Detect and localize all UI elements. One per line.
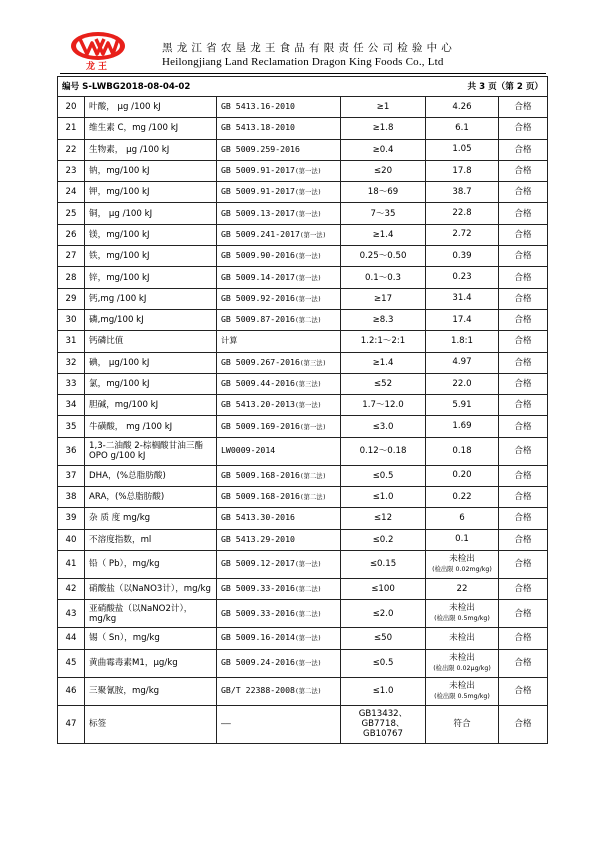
row-number: 46 — [58, 677, 85, 705]
verdict: 合格 — [499, 97, 548, 118]
row-number: 30 — [58, 309, 85, 330]
standard-code: GB 5009.91-2017 — [221, 165, 295, 176]
standard-method: (第三法) — [299, 359, 327, 367]
standard-code: GB 5413.30-2016 — [221, 512, 295, 523]
test-standard — [217, 649, 341, 677]
result-value: 未检出 — [449, 652, 475, 663]
table-row — [58, 437, 548, 465]
test-result — [426, 416, 499, 437]
table-row — [58, 395, 548, 416]
standard-code: GB 5009.92-2016 — [221, 292, 295, 303]
standard-code: GB 5413.20-2013 — [221, 399, 295, 410]
verdict: 合格 — [499, 705, 548, 743]
result-value: 4.97 — [452, 357, 472, 368]
standard-method: (第一法) — [294, 561, 322, 569]
result-value: 0.39 — [452, 250, 472, 261]
result-value: 未检出 — [449, 553, 475, 564]
test-result — [426, 508, 499, 529]
result-value: 2.72 — [452, 229, 472, 240]
table-row — [58, 203, 548, 224]
standard-code: GB 5009.241-2017 — [221, 228, 300, 239]
test-standard — [217, 118, 341, 139]
standard-code: —— — [221, 718, 231, 729]
standard-method: (第一法) — [294, 295, 322, 303]
verdict: 合格 — [499, 267, 548, 288]
table-row — [58, 160, 548, 181]
requirement: 0.12～0.18 — [341, 437, 426, 465]
standard-method: (第二法) — [299, 472, 327, 480]
verdict: 合格 — [499, 628, 548, 649]
test-item: 钠，mg/100 kJ — [85, 160, 217, 181]
test-result — [426, 529, 499, 550]
result-value: 22 — [456, 583, 468, 594]
verdict: 合格 — [499, 182, 548, 203]
result-value: 0.1 — [455, 534, 469, 545]
standard-method: (第一法) — [294, 253, 322, 261]
requirement: 18～69 — [341, 182, 426, 203]
test-standard — [217, 139, 341, 160]
result-value: 1.69 — [452, 421, 472, 432]
row-number: 21 — [58, 118, 85, 139]
verdict: 合格 — [499, 331, 548, 352]
requirement: 7～35 — [341, 203, 426, 224]
standard-code: GB 5009.91-2017 — [221, 186, 295, 197]
test-standard — [217, 309, 341, 330]
test-item: 胆碱，mg/100 kJ — [85, 395, 217, 416]
requirement: ≤100 — [341, 578, 426, 599]
company-logo — [66, 30, 130, 70]
standard-code: GB 5009.33-2016 — [221, 607, 295, 618]
test-standard — [217, 224, 341, 245]
result-value: 4.26 — [452, 101, 472, 112]
result-value: 5.91 — [452, 399, 472, 410]
test-standard — [217, 352, 341, 373]
test-result — [426, 182, 499, 203]
requirement: ≤0.5 — [341, 649, 426, 677]
standard-code: GB 5009.44-2016 — [221, 378, 295, 388]
test-result — [426, 705, 499, 743]
standard-method: (第一法) — [299, 423, 327, 431]
standard-code: GB 5413.16-2010 — [221, 101, 295, 112]
result-value: 0.20 — [452, 470, 472, 481]
table-row — [58, 267, 548, 288]
standard-code: 计算 — [221, 335, 238, 346]
requirement: ≤1.0 — [341, 487, 426, 508]
row-number: 26 — [58, 224, 85, 245]
table-row — [58, 487, 548, 508]
table-row — [58, 465, 548, 486]
standard-code: GB 5009.168-2016 — [221, 491, 300, 502]
verdict: 合格 — [499, 649, 548, 677]
result-value: 22.0 — [452, 378, 472, 389]
test-item: 磷,mg/100 kJ — [85, 309, 217, 330]
test-result — [426, 224, 499, 245]
test-result — [426, 628, 499, 649]
test-result — [426, 288, 499, 309]
test-result — [426, 437, 499, 465]
row-number: 45 — [58, 649, 85, 677]
test-item: 亚硝酸盐（以NaNO2计），mg/kg — [85, 600, 217, 628]
requirement: 0.1～0.3 — [341, 267, 426, 288]
row-number: 36 — [58, 437, 85, 465]
result-value: 31.4 — [452, 293, 472, 304]
result-value: 1.05 — [452, 144, 472, 155]
row-number: 32 — [58, 352, 85, 373]
test-standard — [217, 395, 341, 416]
table-row — [58, 352, 548, 373]
row-number: 38 — [58, 487, 85, 508]
standard-code: LW0009-2014 — [221, 445, 276, 456]
verdict: 合格 — [499, 529, 548, 550]
test-standard — [217, 97, 341, 118]
result-value: 38.7 — [452, 186, 472, 197]
table-row — [58, 118, 548, 139]
requirement: GB13432、GB7718、GB10767 — [341, 705, 426, 743]
table-row — [58, 705, 548, 743]
test-result — [426, 160, 499, 181]
header-rule — [60, 73, 546, 74]
table-row — [58, 373, 548, 394]
row-number: 40 — [58, 529, 85, 550]
requirement: ≥1.4 — [341, 224, 426, 245]
test-item: 硝酸盐（以NaNO3计），mg/kg — [85, 578, 217, 599]
verdict: 合格 — [499, 246, 548, 267]
org-name-en: Heilongjiang Land Reclamation Dragon King Foods Co., Ltd — [162, 56, 444, 68]
results-table — [57, 76, 548, 744]
verdict: 合格 — [499, 288, 548, 309]
verdict: 合格 — [499, 600, 548, 628]
row-number: 22 — [58, 139, 85, 160]
result-value: 未检出 — [449, 603, 475, 614]
detection-limit: (检出限 0.5mg/kg) — [434, 692, 490, 700]
test-standard — [217, 288, 341, 309]
result-value: 17.4 — [452, 314, 472, 325]
standard-method: (第三法) — [294, 381, 322, 388]
result-value: 符合 — [453, 718, 471, 729]
row-number: 37 — [58, 465, 85, 486]
row-number: 47 — [58, 705, 85, 743]
logo-text: 龙王 — [85, 62, 111, 70]
verdict: 合格 — [499, 416, 548, 437]
result-value: 0.23 — [452, 272, 472, 283]
test-standard — [217, 508, 341, 529]
test-item: 生物素， μg /100 kJ — [85, 139, 217, 160]
verdict: 合格 — [499, 437, 548, 465]
test-item: 铁，mg/100 kJ — [85, 246, 217, 267]
table-row — [58, 97, 548, 118]
table-row — [58, 550, 548, 578]
test-item: 氯，mg/100 kJ — [85, 373, 217, 394]
table-row — [58, 628, 548, 649]
row-number: 29 — [58, 288, 85, 309]
test-standard — [217, 331, 341, 352]
test-item: 钾，mg/100 kJ — [85, 182, 217, 203]
requirement: 1.7～12.0 — [341, 395, 426, 416]
row-number: 28 — [58, 267, 85, 288]
test-result — [426, 203, 499, 224]
test-result — [426, 246, 499, 267]
result-value: 6 — [459, 512, 465, 523]
table-row — [58, 600, 548, 628]
requirement: ≤12 — [341, 508, 426, 529]
test-standard — [217, 550, 341, 578]
test-item: DHA，(%总脂肪酸) — [85, 465, 217, 486]
test-result — [426, 97, 499, 118]
result-value: 0.22 — [452, 491, 472, 502]
verdict: 合格 — [499, 309, 548, 330]
test-standard — [217, 677, 341, 705]
row-number: 35 — [58, 416, 85, 437]
standard-method: (第一法) — [299, 231, 327, 239]
table-row — [58, 677, 548, 705]
report-number: 编号 S-LWBG2018-08-04-02 — [62, 81, 191, 92]
standard-method: (第一法) — [294, 168, 322, 176]
standard-code: GB 5009.169-2016 — [221, 420, 300, 431]
result-value: 6.1 — [455, 122, 469, 133]
standard-method: (第二法) — [294, 610, 322, 618]
test-item: 牛磺酸， mg /100 kJ — [85, 416, 217, 437]
requirement: ≤0.15 — [341, 550, 426, 578]
row-number: 23 — [58, 160, 85, 181]
row-number: 24 — [58, 182, 85, 203]
standard-method: (第一法) — [294, 402, 322, 410]
verdict: 合格 — [499, 487, 548, 508]
row-number: 34 — [58, 395, 85, 416]
result-value: 0.18 — [452, 445, 472, 456]
standard-code: GB 5009.87-2016 — [221, 314, 295, 325]
test-standard — [217, 373, 341, 394]
test-result — [426, 677, 499, 705]
result-value: 1.8:1 — [450, 335, 474, 346]
test-item: 钙磷比值 — [85, 331, 217, 352]
requirement: ≤1.0 — [341, 677, 426, 705]
requirement: ≥17 — [341, 288, 426, 309]
test-standard — [217, 160, 341, 181]
standard-code: GB 5009.90-2016 — [221, 250, 295, 261]
test-result — [426, 578, 499, 599]
standard-code: GB 5009.14-2017 — [221, 271, 295, 282]
test-standard — [217, 578, 341, 599]
table-row — [58, 331, 548, 352]
test-standard — [217, 529, 341, 550]
standard-method: (第一法) — [294, 189, 322, 197]
test-item: 不溶度指数，ml — [85, 529, 217, 550]
requirement: ≤20 — [341, 160, 426, 181]
verdict: 合格 — [499, 203, 548, 224]
table-row — [58, 139, 548, 160]
test-standard — [217, 267, 341, 288]
requirement: ≤2.0 — [341, 600, 426, 628]
standard-code: GB 5009.168-2016 — [221, 469, 300, 480]
standard-code: GB 5009.13-2017 — [221, 207, 295, 218]
standard-method: (第一法) — [294, 210, 322, 218]
detection-limit: (检出限 0.02μg/kg) — [433, 664, 491, 672]
test-result — [426, 600, 499, 628]
verdict: 合格 — [499, 465, 548, 486]
test-item: 碘， μg/100 kJ — [85, 352, 217, 373]
test-item: 杂 质 度 mg/kg — [85, 508, 217, 529]
standard-method: (第二法) — [299, 494, 327, 502]
row-number: 39 — [58, 508, 85, 529]
standard-method: (第二法) — [294, 586, 322, 594]
requirement: ≤52 — [341, 373, 426, 394]
test-standard — [217, 600, 341, 628]
detection-limit: (检出限 0.02mg/kg) — [432, 565, 492, 573]
test-item: 维生素 C，mg /100 kJ — [85, 118, 217, 139]
result-value: 未检出 — [449, 632, 475, 643]
test-result — [426, 309, 499, 330]
verdict: 合格 — [499, 508, 548, 529]
test-item: ARA，(%总脂肪酸) — [85, 487, 217, 508]
standard-code: GB 5009.12-2017 — [221, 558, 295, 569]
test-item: 锌，mg/100 kJ — [85, 267, 217, 288]
test-standard — [217, 416, 341, 437]
verdict: 合格 — [499, 352, 548, 373]
row-number: 31 — [58, 331, 85, 352]
table-row — [58, 529, 548, 550]
test-item: 标签 — [85, 705, 217, 743]
test-item: 铜， μg /100 kJ — [85, 203, 217, 224]
requirement: ≥1 — [341, 97, 426, 118]
result-value: 22.8 — [452, 208, 472, 219]
verdict: 合格 — [499, 160, 548, 181]
table-row — [58, 246, 548, 267]
standard-method: (第二法) — [294, 317, 322, 325]
test-result — [426, 139, 499, 160]
test-result — [426, 649, 499, 677]
test-item: 钙,mg /100 kJ — [85, 288, 217, 309]
requirement: ≤0.5 — [341, 465, 426, 486]
test-item: 铅（ Pb），mg/kg — [85, 550, 217, 578]
page-count: 共 3 页（第 2 页） — [467, 81, 544, 92]
test-result — [426, 267, 499, 288]
verdict: 合格 — [499, 139, 548, 160]
test-standard — [217, 203, 341, 224]
result-value: 未检出 — [449, 680, 475, 691]
requirement: ≤50 — [341, 628, 426, 649]
report-info-row — [58, 77, 548, 97]
test-result — [426, 331, 499, 352]
test-item: 三聚氰胺，mg/kg — [85, 677, 217, 705]
page-header — [66, 30, 546, 72]
test-result — [426, 373, 499, 394]
standard-method: (第一法) — [294, 660, 322, 668]
standard-method: (第一法) — [294, 635, 322, 643]
verdict: 合格 — [499, 118, 548, 139]
test-result — [426, 550, 499, 578]
requirement: ≥1.4 — [341, 352, 426, 373]
row-number: 43 — [58, 600, 85, 628]
test-item: 黄曲霉毒素M1，μg/kg — [85, 649, 217, 677]
standard-code: GB 5413.18-2010 — [221, 122, 295, 133]
table-row — [58, 508, 548, 529]
table-row — [58, 182, 548, 203]
row-number: 27 — [58, 246, 85, 267]
requirement: ≥0.4 — [341, 139, 426, 160]
standard-code: GB 5009.33-2016 — [221, 583, 295, 594]
verdict: 合格 — [499, 677, 548, 705]
test-standard — [217, 465, 341, 486]
standard-code: GB/T 22388-2008 — [221, 685, 295, 696]
test-item: 1,3-二油酸 2-棕榈酸甘油三酯 OPO g/100 kJ — [85, 437, 217, 465]
row-number: 41 — [58, 550, 85, 578]
standard-code: GB 5009.16-2014 — [221, 632, 295, 643]
requirement: ≤3.0 — [341, 416, 426, 437]
test-standard — [217, 246, 341, 267]
test-standard — [217, 437, 341, 465]
table-row — [58, 224, 548, 245]
result-value: 17.8 — [452, 165, 472, 176]
table-row — [58, 309, 548, 330]
test-standard — [217, 182, 341, 203]
verdict: 合格 — [499, 395, 548, 416]
verdict: 合格 — [499, 373, 548, 394]
table-row — [58, 416, 548, 437]
row-number: 20 — [58, 97, 85, 118]
row-number: 25 — [58, 203, 85, 224]
org-name-cn: 黑龙江省农垦龙王食品有限责任公司检验中心 — [162, 42, 456, 54]
requirement: ≥1.8 — [341, 118, 426, 139]
test-item: 叶酸， μg /100 kJ — [85, 97, 217, 118]
standard-method: (第一法) — [294, 274, 322, 282]
standard-code: GB 5413.29-2010 — [221, 533, 295, 544]
table-row — [58, 649, 548, 677]
test-result — [426, 395, 499, 416]
test-result — [426, 118, 499, 139]
test-result — [426, 487, 499, 508]
standard-code: GB 5009.259-2016 — [221, 143, 300, 154]
test-standard — [217, 487, 341, 508]
test-item: 镁，mg/100 kJ — [85, 224, 217, 245]
standard-code: GB 5009.267-2016 — [221, 356, 300, 367]
test-standard — [217, 705, 341, 743]
detection-limit: (检出限 0.5mg/kg) — [434, 615, 490, 623]
row-number: 33 — [58, 373, 85, 394]
requirement: 1.2:1～2:1 — [341, 331, 426, 352]
table-row — [58, 578, 548, 599]
test-result — [426, 352, 499, 373]
standard-code: GB 5009.24-2016 — [221, 657, 295, 668]
standard-method: (第二法) — [294, 688, 322, 696]
requirement: ≥8.3 — [341, 309, 426, 330]
row-number: 44 — [58, 628, 85, 649]
verdict: 合格 — [499, 578, 548, 599]
verdict: 合格 — [499, 550, 548, 578]
requirement: ≤0.2 — [341, 529, 426, 550]
table-row — [58, 288, 548, 309]
test-item: 锡（ Sn），mg/kg — [85, 628, 217, 649]
test-standard — [217, 628, 341, 649]
test-result — [426, 465, 499, 486]
verdict: 合格 — [499, 224, 548, 245]
requirement: 0.25～0.50 — [341, 246, 426, 267]
row-number: 42 — [58, 578, 85, 599]
